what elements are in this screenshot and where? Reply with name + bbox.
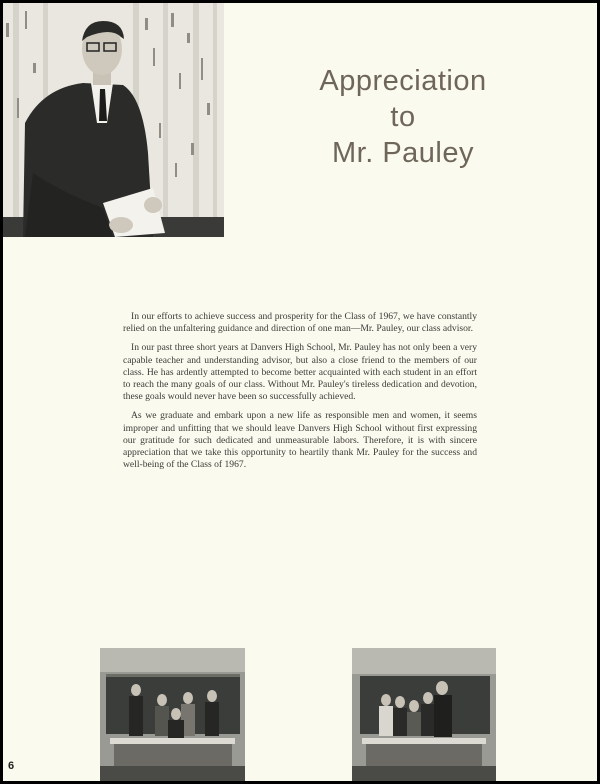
title-line-2: to: [390, 101, 416, 133]
appreciation-text: [123, 311, 477, 478]
class-officers-photo-right: [352, 648, 496, 781]
page-title: [273, 63, 533, 171]
title-line-3: Mr. Pauley: [332, 137, 474, 169]
title-line-1: Appreciation: [319, 65, 487, 97]
paragraph-3: As we graduate and embark upon a new life as responsible men and women, it seems improper and unfitting that we should leave Danvers High School without first expressing our gratitude for such dedicated and unmeasurable labors. Therefore, it is with sincere appreciation that we take this opportunity to heartily thank Mr. Pauley for the success and well-being of the Class of 1967.: [123, 410, 477, 471]
class-officers-photo-left: [100, 648, 245, 781]
page-number: 6: [8, 760, 15, 772]
paragraph-2: In our past three short years at Danvers High School, Mr. Pauley has not only been a very capable teacher and understanding advisor, but also a close friend to the members of our class. He has ardently attempted to become better acquainted with each student in an effort to reach the many goals of our class. Without Mr. Pauley's tireless dedication and devotion, these goals would never have been so successfully achieved.: [123, 342, 477, 403]
yearbook-page: [3, 3, 597, 781]
advisor-portrait-photo: [3, 3, 224, 237]
paragraph-1: In our efforts to achieve success and prosperity for the Class of 1967, we have constantly relied on the unfaltering guidance and direction of one man—Mr. Pauley, our class advisor.: [123, 311, 477, 335]
